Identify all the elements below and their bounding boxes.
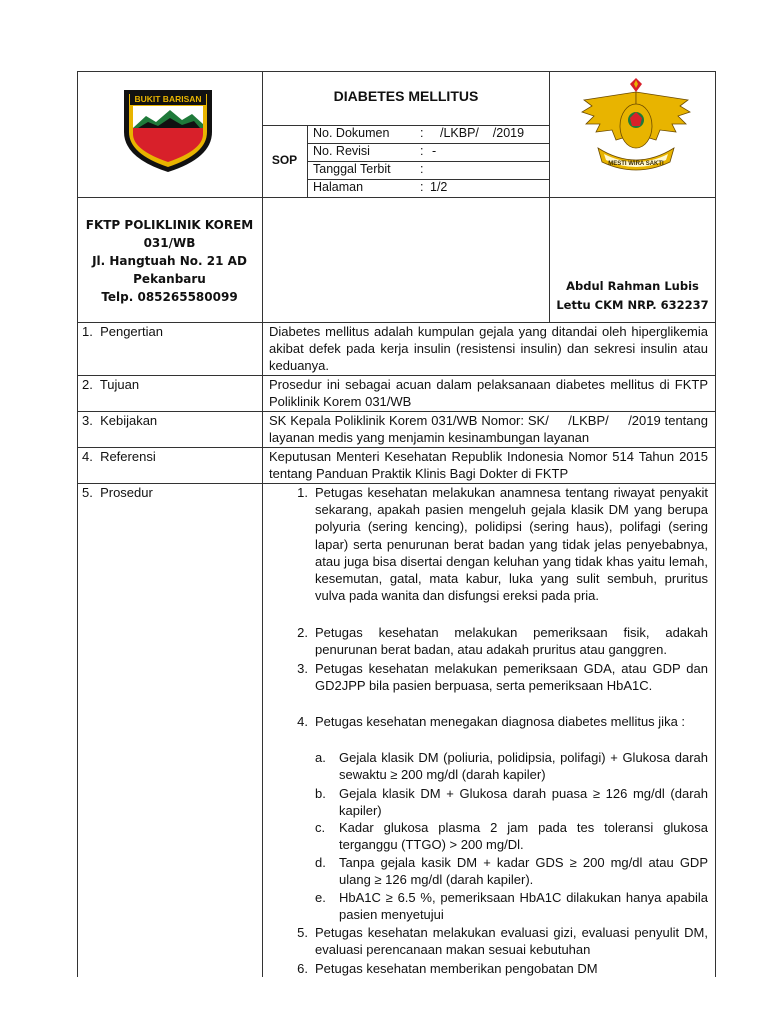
item-number: 3. [297,661,308,676]
section-text: SK Kepala Poliklinik Korem 031/WB Nomor: SK/ /LKBP/ /2019 tentang layanan medis yang menjamin kesinambungan layanan [269,413,712,445]
doc-row-label: No. Revisi [313,144,370,158]
signer-name: Abdul Rahman Lubis [566,279,699,293]
doc-row-sep: : [420,126,424,140]
doc-row-sep: : [420,162,424,176]
doc-row-label: No. Dokumen [313,126,390,140]
logo-text: BUKIT BARISAN [134,94,202,104]
doc-row-value: - [432,144,437,158]
bukit-barisan-logo [120,84,216,174]
item-text: Tanpa gejala kasik DM + kadar GDS ≥ 200 mg/dl atau GDP ulang ≥ 126 mg/dl (darah kapiler). [339,855,708,888]
item-text: Gejala klasik DM (poliuria, polidipsia, polifagi) + Glukosa darah sewaktu ≥ 200 mg/dl (darah kapiler) [339,750,708,783]
section-label: 4. Referensi [82,449,156,464]
item-text: Petugas kesehatan menegakan diagnosa diabetes mellitus jika : [315,714,686,729]
doc-row-label: Tanggal Terbit [313,162,391,176]
item-text: HbA1C ≥ 6.5 %, pemeriksaan HbA1C dilakukan hanya apabila pasien menyetujui [339,890,708,923]
item-letter: e. [315,890,326,905]
doc-row-sep: : [420,180,424,194]
list-item [268,854,708,890]
item-number: 6. [297,961,308,976]
list-item [268,924,708,960]
list-item [268,749,708,785]
signer-block [549,277,716,315]
doc-row-value: 1/2 [430,180,448,194]
list-item [268,819,708,855]
item-text: Gejala klasik DM + Glukosa darah puasa ≥ 126 mg/dl (darah kapiler) [339,786,708,819]
list-item [268,889,708,925]
item-letter: b. [315,786,326,801]
list-item [268,785,708,821]
divider [262,322,263,977]
list-item [268,960,708,978]
section-text: Prosedur ini sebagai acuan dalam pelaksanaan diabetes mellitus di FKTP Poliklinik Korem 031/WB [269,377,708,409]
list-item [268,624,708,660]
page-title: DIABETES MELLITUS [333,88,479,104]
doc-row-value: /LKBP/ /2019 [440,126,525,140]
org-line: Jl. Hangtuah No. 21 AD [92,254,247,268]
army-emblem-logo [578,78,694,178]
item-letter: c. [315,820,326,835]
item-number: 5. [297,925,308,940]
sop-label: SOP [271,153,298,167]
item-text: Petugas kesehatan melakukan evaluasi gizi, evaluasi penyulit DM, evaluasi perencanaan makan sesuai kebutuhan [315,925,708,958]
item-letter: d. [315,855,326,870]
list-item [268,660,708,713]
list-item [268,484,708,624]
section-text: Diabetes mellitus adalah kumpulan gejala yang ditandai oleh hiperglikemia akibat defek pada kerja insulin (resistensi insulin) dan sekresi insulin atau keduanya. [269,324,708,373]
logo-motto: MESTI WIRA SAKTI [608,161,664,167]
item-text: Kadar glukosa plasma 2 jam pada tes toleransi glukosa terganggu (TTGO) > 200 mg/Dl. [339,820,708,853]
section-label: 3. Kebijakan [82,413,158,428]
section-text: Keputusan Menteri Kesehatan Republik Indonesia Nomor 514 Tahun 2015 tentang Panduan Praktik Klinis Bagi Dokter di FKTP [269,449,708,481]
item-text: Petugas kesehatan melakukan pemeriksaan fisik, adakah penurunan berat badan, atau adakah pruritus atau ganggren. [315,625,708,658]
org-line: Pekanbaru [133,272,206,286]
item-number: 4. [297,714,308,729]
item-number: 1. [297,485,308,500]
list-item [268,713,708,749]
item-text: Petugas kesehatan melakukan anamnesa tentang riwayat penyakit sekarang, apakah pasien mengeluh gejala klasik DM yang berupa polyuria (sering kencing), polidipsi (sering haus), polifagi (sering lapar) serta penurunan berat badan yang tidak jelas penyebabnya, atau juga bisa disertai dengan keluhan yang tidak khas yaitu lemah, kesemutan, gatal, mata kabur, luka yang sulit sembuh, pruritus vulva pada wanita dan disfungsi ereksi pada pria. [315,485,708,604]
doc-row-label: Halaman [313,180,364,194]
org-line: 031/WB [143,236,196,250]
section-label: 5. Prosedur [82,485,153,500]
section-label: 1. Pengertian [82,324,163,339]
org-info [77,216,262,306]
item-text: Petugas kesehatan memberikan pengobatan DM [315,961,598,976]
doc-row-sep: : [420,144,424,158]
section-label: 2. Tujuan [82,377,140,392]
divider [77,197,716,198]
org-line: Telp. 085265580099 [101,290,238,304]
item-number: 2. [297,625,308,640]
procedure-list [268,484,708,977]
signer-rank: Lettu CKM NRP. 632237 [556,298,709,312]
item-text: Petugas kesehatan melakukan pemeriksaan GDA, atau GDP dan GD2JPP bila pasien berpuasa, serta pemeriksaan HbA1C. [315,661,708,694]
org-line: FKTP POLIKLINIK KOREM [85,218,254,232]
item-letter: a. [315,750,326,765]
